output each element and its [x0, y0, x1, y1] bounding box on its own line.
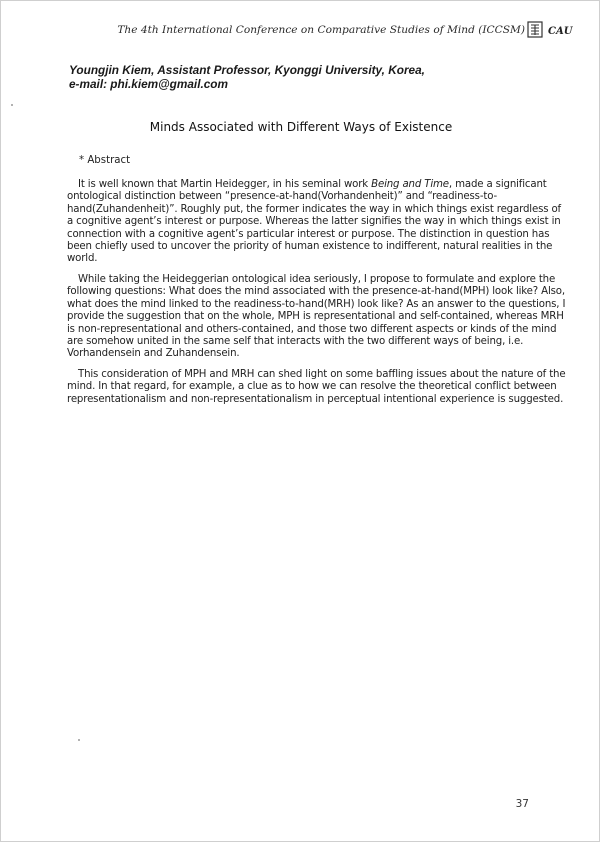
- scan-mark: [78, 739, 80, 741]
- paragraph-line: connection with a cognitive agent’s particular interest or purpose. The distinction in question has: [67, 228, 550, 240]
- author-email: e-mail: phi.kiem@gmail.com: [69, 77, 229, 91]
- cau-logo-icon: [548, 26, 574, 37]
- paragraph-line: is non-representational and others-contained, and those two different aspects or kinds of the mind: [67, 323, 557, 335]
- paper-title: Minds Associated with Different Ways of Existence: [149, 120, 453, 134]
- abstract-paragraph-1: [67, 179, 561, 266]
- paragraph-line: ontological distinction between “presence-at-hand(Vorhandenheit)” and “readiness-to-: [67, 191, 497, 203]
- paragraph-line: following questions: What does the mind associated with the presence-at-hand(MPH) look like? Also,: [67, 286, 565, 298]
- paragraph-line: representationalism and non-representationalism in perceptual intentional experience is suggested.: [67, 393, 564, 405]
- paragraph-line: been chiefly used to uncover the priority of human existence to indifferent, natural realities in the: [67, 241, 553, 253]
- running-header: The 4th International Conference on Comparative Studies of Mind (ICCSM): [117, 24, 525, 36]
- paragraph-line: Vorhandensein and Zuhandensein.: [67, 348, 240, 360]
- paragraph-line: what does the mind linked to the readiness-to-hand(MRH) look like? As an answer to the questions, I: [67, 298, 566, 310]
- paragraph-line: While taking the Heideggerian ontological idea seriously, I propose to formulate and explore the: [78, 274, 556, 285]
- paragraph-line: hand(Zuhandenheit)”. Roughly put, the former indicates the way in which things exist regardless of: [67, 203, 561, 215]
- paragraph-line: This consideration of MPH and MRH can shed light on some baffling issues about the nature of the: [78, 369, 566, 380]
- svg-text:CAU: CAU: [548, 26, 573, 37]
- author-block: [69, 63, 425, 91]
- paragraph-line: provide the suggestion that on the whole, MPH is representational and self-contained, whereas MRH: [67, 311, 564, 323]
- scan-mark: [11, 104, 13, 106]
- paragraph-line: are somehow united in the same self that interacts with the two different ways of being, i.e.: [67, 336, 524, 348]
- abstract-paragraph-3: [67, 369, 566, 406]
- iccsm-seal-icon: [528, 22, 542, 37]
- conference-logos: [527, 20, 577, 40]
- page-number: 37: [515, 798, 529, 810]
- paragraph-line: It is well known that Martin Heidegger, in his seminal work Being and Time, made a significant: [78, 179, 547, 190]
- paragraph-line: world.: [67, 253, 98, 265]
- paragraph-line: mind. In that regard, for example, a clue as to how we can resolve the theoretical conflict between: [67, 381, 557, 393]
- author-affiliation: Youngjin Kiem, Assistant Professor, Kyonggi University, Korea,: [69, 63, 425, 77]
- paragraph-line: a cognitive agent’s interest or purpose. Whereas the latter signifies the way in which things exist in: [67, 216, 561, 228]
- abstract-label: * Abstract: [79, 155, 131, 166]
- abstract-paragraph-2: [67, 274, 566, 361]
